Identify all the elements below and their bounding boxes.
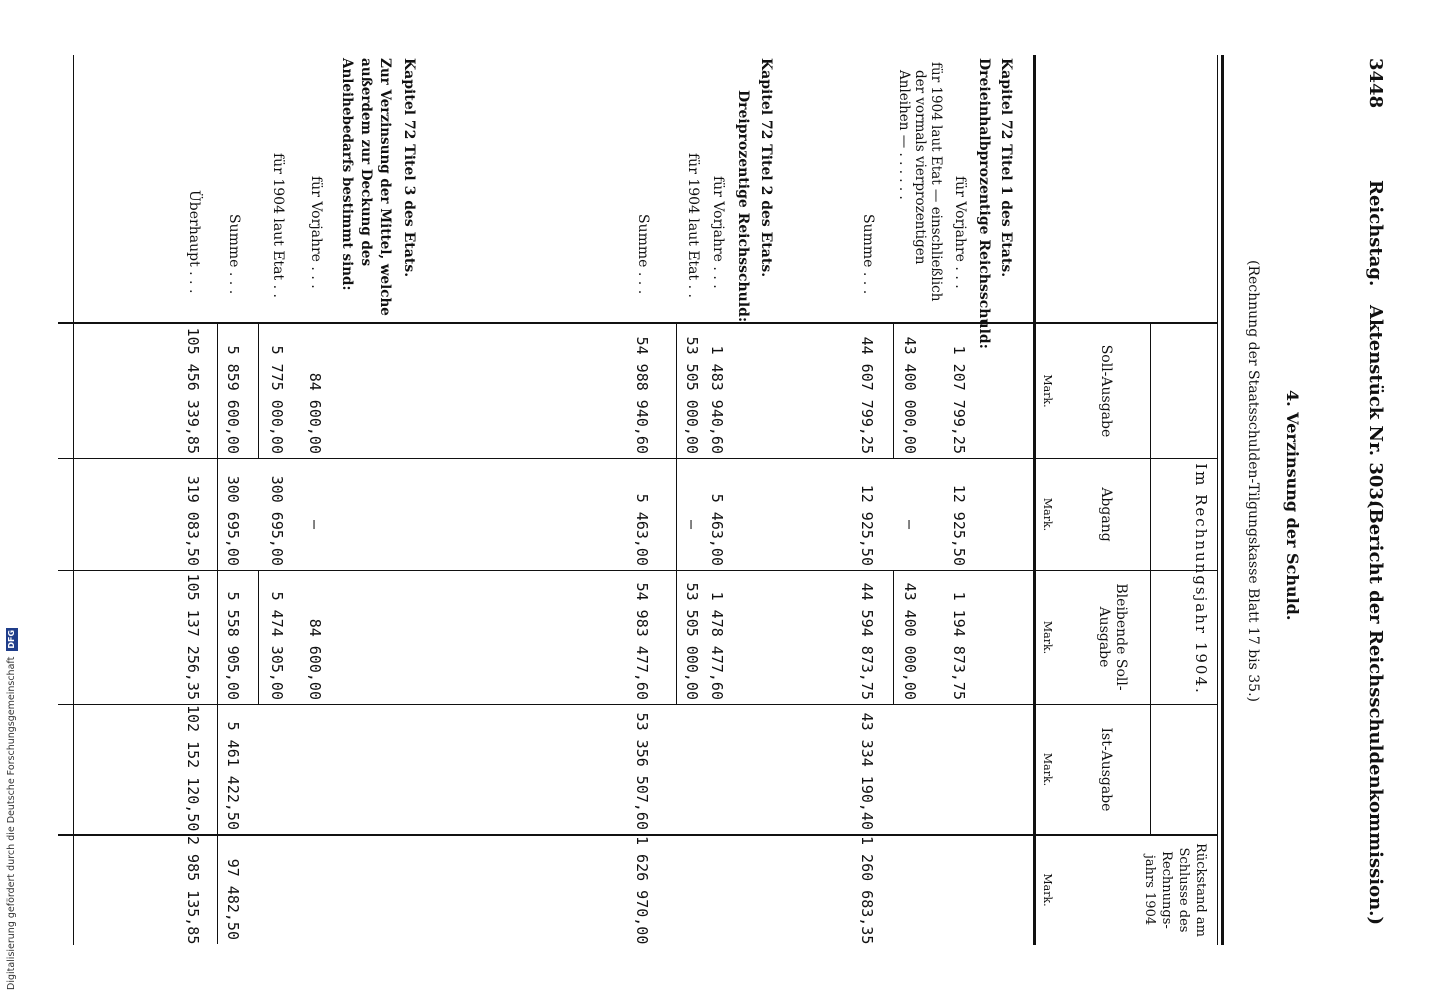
s3-sum-bleibend: 5 558 905,00: [224, 591, 242, 700]
s2-row1-abgang: 5 463,00: [708, 493, 726, 566]
s3-row2-abgang: 300 695,00: [268, 475, 286, 566]
table-top-rule: [1221, 55, 1224, 945]
s1-sum-label: Summe . . .: [860, 214, 876, 295]
s3-sum-label: Summe . . .: [226, 214, 242, 295]
s2-row1-label: für Vorjahre . . .: [710, 176, 726, 289]
col-header-rueckstand: Rückstand am Schlusse des Rechnungs-jahrs 1904: [1142, 843, 1208, 937]
s2-sum-rueckstand: 1 626 970,00: [633, 836, 651, 945]
s3-row1-label: für Vorjahre . . .: [308, 176, 324, 289]
s1-sum-soll: 44 607 799,25: [858, 336, 876, 454]
s2-row1-soll: 1 483 940,60: [708, 345, 726, 454]
unit-col-5: Mark.: [1041, 873, 1054, 907]
s1-row2-label: für 1904 laut Etat — einschließlich der vormals vierprozentigen Anleihen — . . . . . .: [896, 62, 944, 302]
s2-row2-bleibend: 53 505 000,00: [683, 582, 701, 700]
col-header-ist: Ist-Ausgabe: [1098, 727, 1114, 812]
publication-name: Reichstag.: [1365, 180, 1386, 287]
report-title: (Bericht der Reichsschuldenkommission.): [1365, 500, 1386, 925]
s2-row2-soll: 53 505 000,00: [683, 336, 701, 454]
dfg-logo: DFG: [7, 629, 16, 649]
s3-sum-rule-1: [258, 324, 259, 458]
total-soll: 105 456 339,85: [184, 327, 202, 454]
s1-sum-rule-3: [893, 571, 894, 704]
s1-row2-bleibend: 43 400 000,00: [901, 582, 919, 700]
s2-sum-rule-1: [676, 324, 677, 458]
s1-sum-abgang: 12 925,50: [858, 484, 876, 566]
total-bleibend: 105 137 256,35: [184, 573, 202, 700]
unit-col-3: Mark.: [1041, 620, 1054, 655]
total-ist: 102 152 120,50: [184, 705, 202, 832]
total-label: Überhaupt . . .: [186, 190, 202, 294]
s1-row1-abgang: 12 925,50: [950, 484, 968, 566]
s3-sum-abgang: 300 695,00: [224, 475, 242, 566]
s3-row1-soll: 84 600,00: [306, 372, 324, 454]
s3-row2-soll: 5 775 000,00: [268, 345, 286, 454]
s2-sum-label: Summe . . .: [635, 214, 651, 295]
s2-sum-abgang: 5 463,00: [633, 493, 651, 566]
s1-row1-bleibend: 1 194 873,75: [950, 591, 968, 700]
s1-sum-bleibend: 44 594 873,75: [858, 582, 876, 700]
unit-col-1: Mark.: [1041, 374, 1054, 408]
period-header-rule: [1150, 322, 1151, 834]
section-2-heading: Kapitel 72 Titel 2 des Etats.: [758, 58, 774, 278]
s2-sum-rule-2: [676, 459, 677, 570]
section-1-heading: Kapitel 72 Titel 1 des Etats.: [998, 58, 1014, 278]
s1-sum-rueckstand: 1 260 683,35: [858, 836, 876, 945]
s1-row1-label: für Vorjahre . . .: [952, 176, 968, 289]
total-abgang: 319 083,50: [184, 475, 202, 566]
s1-row2-soll: 43 400 000,00: [901, 336, 919, 454]
s3-row1-abgang: —: [306, 519, 324, 529]
s2-sum-ist: 53 356 507,60: [633, 712, 651, 830]
s3-sum-rule-3: [258, 571, 259, 704]
section-3-heading: Kapitel 72 Titel 3 des Etats.: [401, 58, 417, 278]
section-2-subheading: Dreiprozentige Reichsschuld:: [735, 90, 751, 323]
dfg-credit-text: Digitalisierung gefördert durch die Deutsche Forschungsgemeinschaft: [6, 656, 17, 990]
s2-row2-label: für 1904 laut Etat . .: [685, 153, 701, 298]
s1-row2-abgang: —: [901, 519, 919, 529]
s2-row1-bleibend: 1 478 477,60: [708, 591, 726, 700]
section-1-subheading: Dreieinhalbprozentige Reichsschuld:: [976, 58, 992, 349]
col-header-bleibende: Bleibende Soll-Ausgabe: [1096, 583, 1129, 691]
s3-row2-label: für 1904 laut Etat . .: [270, 153, 286, 298]
s2-sum-bleibend: 54 983 477,60: [633, 582, 651, 700]
table-bottom-rule: [73, 55, 74, 945]
page-number: 3448: [1365, 58, 1386, 109]
s2-row2-abgang: —: [683, 519, 701, 529]
s2-sum-soll: 54 988 940,60: [633, 336, 651, 454]
document-number: Aktenstück Nr. 303.: [1365, 305, 1386, 507]
s3-sum-rueckstand: 97 482,50: [224, 858, 242, 940]
section-title: 4. Verzinsung der Schuld.: [1283, 390, 1302, 621]
total-rule: [217, 324, 218, 944]
table-top-rule-2: [1217, 55, 1218, 945]
col-header-abgang: Abgang: [1098, 487, 1114, 542]
section-3-subheading: Zur Verzinsung der Mittel, welche außerdem zur Deckung des Anleihebedarfs bestimmt sind:: [339, 58, 393, 316]
unit-col-2: Mark.: [1041, 497, 1054, 532]
header-bottom-rule: [1033, 55, 1036, 945]
s1-row1-soll: 1 207 799,25: [950, 345, 968, 454]
unit-col-4: Mark.: [1041, 752, 1054, 787]
s3-row1-bleibend: 84 600,00: [306, 618, 324, 700]
s3-row2-bleibend: 5 474 305,00: [268, 591, 286, 700]
s1-sum-ist: 43 334 190,40: [858, 712, 876, 830]
s1-sum-rule-1: [893, 324, 894, 458]
s2-sum-rule-3: [676, 571, 677, 704]
period-header: Im Rechnungsjahr 1904.: [1192, 463, 1210, 695]
col-header-soll: Soll-Ausgabe: [1098, 344, 1114, 438]
total-rueckstand: 2 985 135,85: [184, 836, 202, 945]
section-subtitle: (Rechnung der Staatsschulden-Tilgungskasse Blatt 17 bis 35.): [1245, 260, 1261, 702]
s3-sum-ist: 5 461 422,50: [224, 721, 242, 830]
s3-sum-soll: 5 859 600,00: [224, 345, 242, 454]
